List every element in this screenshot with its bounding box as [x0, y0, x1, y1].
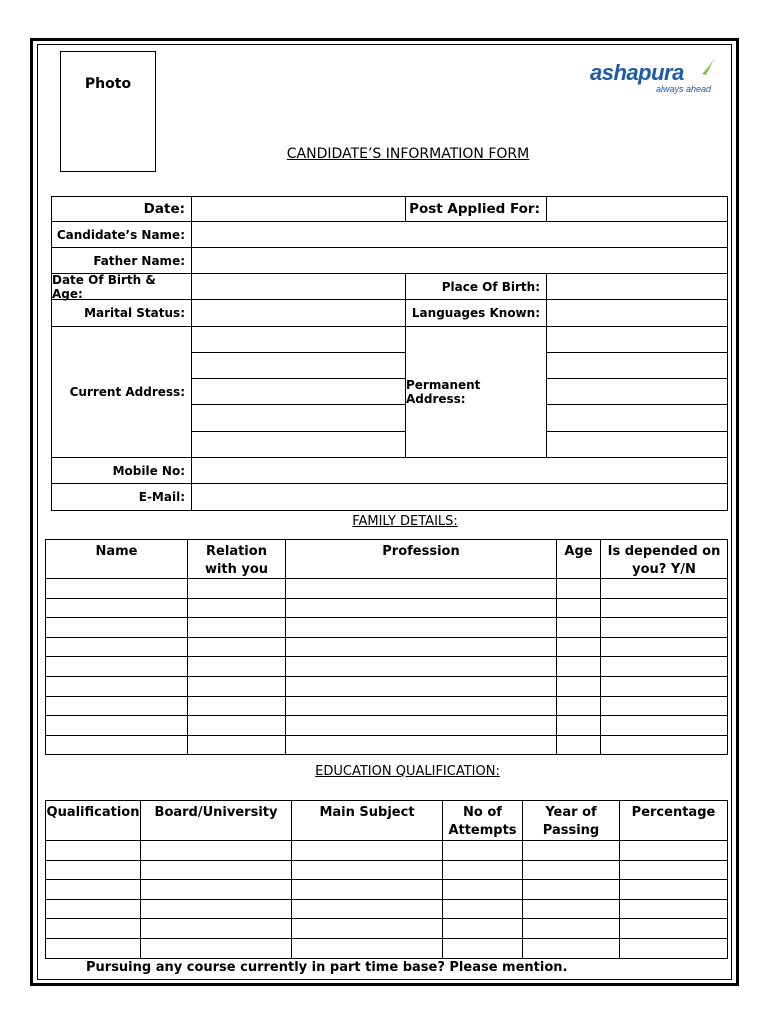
education-row-cell[interactable]: [140, 879, 292, 900]
part-time-course-note: Pursuing any course currently in part time base? Please mention.: [86, 960, 568, 975]
education-row-cell[interactable]: [45, 860, 141, 881]
mobile-label: Mobile No:: [51, 457, 192, 484]
family-row-cell[interactable]: [285, 598, 557, 619]
family-row-cell[interactable]: [187, 696, 286, 717]
family-row-cell[interactable]: [187, 578, 286, 599]
family-row-cell[interactable]: [285, 715, 557, 736]
company-logo: [590, 58, 720, 98]
date-label: Date:: [51, 196, 192, 222]
family-row-cell[interactable]: [45, 598, 188, 619]
permanent-address-line[interactable]: [546, 378, 728, 405]
family-row-cell[interactable]: [45, 578, 188, 599]
education-row-cell[interactable]: [442, 879, 523, 900]
dob-age-label: Date Of Birth & Age:: [51, 273, 192, 300]
father-name-label: Father Name:: [51, 247, 192, 274]
family-row-cell[interactable]: [285, 578, 557, 599]
email-label: E-Mail:: [51, 483, 192, 511]
education-row-cell[interactable]: [522, 899, 620, 920]
family-row-cell[interactable]: [45, 715, 188, 736]
education-header-percentage: Percentage: [619, 800, 728, 841]
photo-box: [60, 51, 156, 172]
post-applied-field[interactable]: [546, 196, 728, 222]
permanent-address-line[interactable]: [546, 326, 728, 353]
education-row-cell[interactable]: [442, 899, 523, 920]
languages-known-field[interactable]: [546, 299, 728, 327]
languages-known-label: Languages Known:: [405, 299, 547, 327]
education-header-attempts: No of Attempts: [442, 800, 523, 841]
current-address-line[interactable]: [191, 378, 406, 405]
education-row-cell[interactable]: [442, 840, 523, 861]
family-row-cell[interactable]: [187, 617, 286, 638]
education-qualification-title: EDUCATION QUALIFICATION:: [315, 764, 500, 779]
family-header-dependent: Is depended on you? Y/N: [600, 539, 728, 579]
family-row-cell[interactable]: [285, 617, 557, 638]
education-row-cell[interactable]: [619, 938, 728, 959]
permanent-address-line[interactable]: [546, 352, 728, 379]
current-address-label: Current Address:: [51, 326, 192, 458]
family-row-cell[interactable]: [600, 637, 728, 658]
mobile-field[interactable]: [191, 457, 728, 484]
family-row-cell[interactable]: [285, 696, 557, 717]
family-row-cell[interactable]: [600, 578, 728, 599]
education-row-cell[interactable]: [140, 938, 292, 959]
family-row-cell[interactable]: [187, 598, 286, 619]
family-row-cell[interactable]: [600, 656, 728, 677]
current-address-line[interactable]: [191, 431, 406, 458]
education-row-cell[interactable]: [45, 918, 141, 939]
education-header-board: Board/University: [140, 800, 292, 841]
education-row-cell[interactable]: [619, 899, 728, 920]
family-row-cell[interactable]: [187, 715, 286, 736]
current-address-line[interactable]: [191, 352, 406, 379]
education-row-cell[interactable]: [140, 899, 292, 920]
marital-status-label: Marital Status:: [51, 299, 192, 327]
family-row-cell[interactable]: [600, 676, 728, 697]
photo-label: Photo: [84, 76, 132, 92]
logo-tagline: always ahead: [656, 84, 712, 94]
family-row-cell[interactable]: [556, 735, 601, 756]
logo-wordmark: ashapura: [590, 60, 684, 85]
family-row-cell[interactable]: [556, 578, 601, 599]
education-row-cell[interactable]: [522, 860, 620, 881]
family-row-cell[interactable]: [187, 676, 286, 697]
education-row-cell[interactable]: [291, 879, 443, 900]
family-row-cell[interactable]: [556, 676, 601, 697]
family-row-cell[interactable]: [45, 696, 188, 717]
family-details-title: FAMILY DETAILS:: [352, 514, 458, 529]
candidate-name-field[interactable]: [191, 221, 728, 248]
family-row-cell[interactable]: [600, 696, 728, 717]
family-row-cell[interactable]: [187, 735, 286, 756]
family-row-cell[interactable]: [187, 637, 286, 658]
education-row-cell[interactable]: [291, 840, 443, 861]
family-row-cell[interactable]: [285, 676, 557, 697]
family-row-cell[interactable]: [600, 735, 728, 756]
education-row-cell[interactable]: [619, 840, 728, 861]
education-row-cell[interactable]: [442, 938, 523, 959]
family-row-cell[interactable]: [556, 696, 601, 717]
education-header-year: Year of Passing: [522, 800, 620, 841]
education-row-cell[interactable]: [45, 840, 141, 861]
place-of-birth-label: Place Of Birth:: [405, 273, 547, 300]
education-row-cell[interactable]: [291, 899, 443, 920]
marital-status-field[interactable]: [191, 299, 406, 327]
education-row-cell[interactable]: [522, 879, 620, 900]
education-row-cell[interactable]: [522, 840, 620, 861]
family-row-cell[interactable]: [187, 656, 286, 677]
family-row-cell[interactable]: [556, 617, 601, 638]
education-row-cell[interactable]: [522, 918, 620, 939]
family-row-cell[interactable]: [45, 676, 188, 697]
family-row-cell[interactable]: [556, 637, 601, 658]
current-address-line[interactable]: [191, 404, 406, 432]
family-header-name: Name: [45, 539, 188, 579]
family-header-profession: Profession: [285, 539, 557, 579]
education-row-cell[interactable]: [522, 938, 620, 959]
education-row-cell[interactable]: [619, 918, 728, 939]
family-row-cell[interactable]: [556, 598, 601, 619]
education-row-cell[interactable]: [291, 938, 443, 959]
education-row-cell[interactable]: [140, 918, 292, 939]
family-row-cell[interactable]: [600, 617, 728, 638]
permanent-address-line[interactable]: [546, 431, 728, 458]
education-row-cell[interactable]: [442, 860, 523, 881]
father-name-field[interactable]: [191, 247, 728, 274]
post-applied-label: Post Applied For:: [405, 196, 547, 222]
education-row-cell[interactable]: [619, 860, 728, 881]
date-field[interactable]: [191, 196, 406, 222]
education-header-subject: Main Subject: [291, 800, 443, 841]
education-row-cell[interactable]: [140, 840, 292, 861]
education-header-qualification: Qualification: [45, 800, 141, 841]
permanent-address-line[interactable]: [546, 404, 728, 432]
family-row-cell[interactable]: [45, 735, 188, 756]
education-row-cell[interactable]: [45, 879, 141, 900]
education-row-cell[interactable]: [291, 918, 443, 939]
family-row-cell[interactable]: [285, 656, 557, 677]
permanent-address-label: Permanent Address:: [405, 326, 547, 458]
dob-age-field[interactable]: [191, 273, 406, 300]
candidate-name-label: Candidate’s Name:: [51, 221, 192, 248]
email-field[interactable]: [191, 483, 728, 511]
education-row-cell[interactable]: [45, 938, 141, 959]
place-of-birth-field[interactable]: [546, 273, 728, 300]
education-row-cell[interactable]: [45, 899, 141, 920]
family-row-cell[interactable]: [556, 656, 601, 677]
family-row-cell[interactable]: [45, 656, 188, 677]
family-header-age: Age: [556, 539, 601, 579]
current-address-line[interactable]: [191, 326, 406, 353]
family-row-cell[interactable]: [45, 617, 188, 638]
family-row-cell[interactable]: [600, 598, 728, 619]
family-row-cell[interactable]: [556, 715, 601, 736]
form-title: CANDIDATE’S INFORMATION FORM: [286, 146, 530, 162]
education-row-cell[interactable]: [291, 860, 443, 881]
family-row-cell[interactable]: [285, 735, 557, 756]
education-row-cell[interactable]: [619, 879, 728, 900]
family-row-cell[interactable]: [45, 637, 188, 658]
education-row-cell[interactable]: [140, 860, 292, 881]
family-header-relation: Relation with you: [187, 539, 286, 579]
family-row-cell[interactable]: [600, 715, 728, 736]
education-row-cell[interactable]: [442, 918, 523, 939]
family-row-cell[interactable]: [285, 637, 557, 658]
logo-swoosh-icon: [700, 58, 716, 76]
